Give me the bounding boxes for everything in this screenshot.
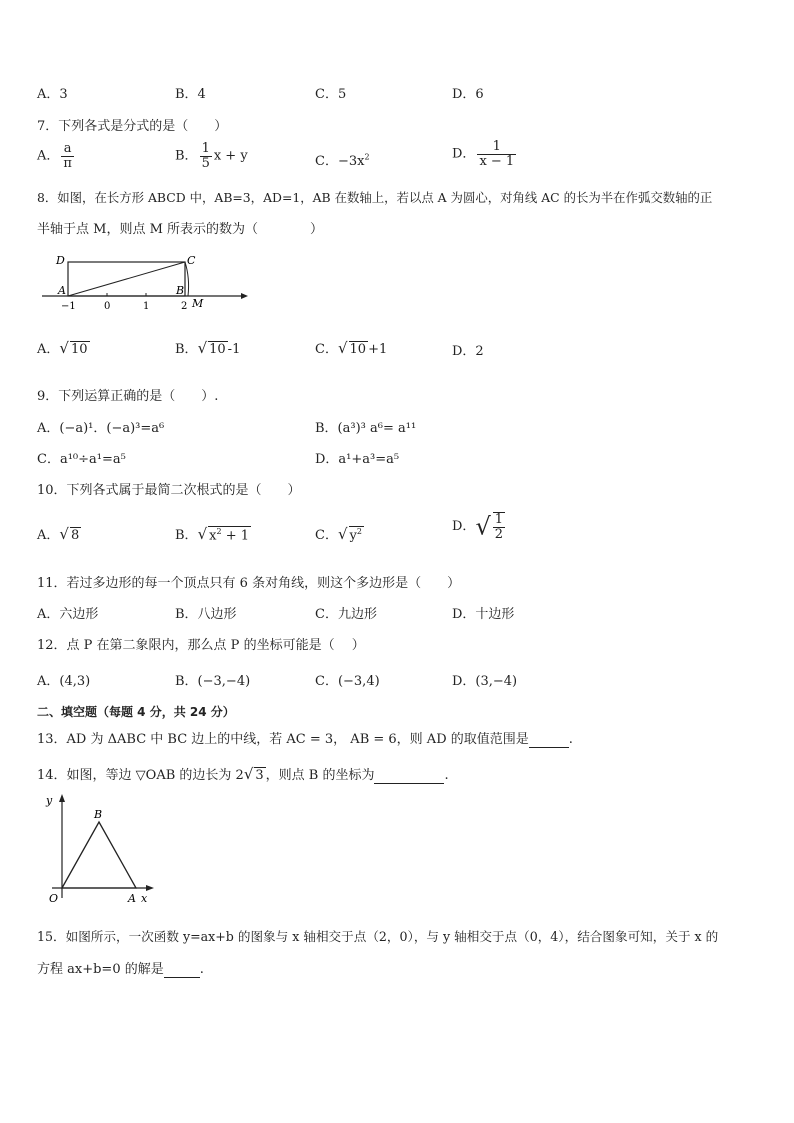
q10-d-fraction	[493, 512, 505, 541]
q7-option-b	[175, 142, 248, 170]
q10-c-base: y	[349, 528, 357, 543]
q14-label-a: A	[128, 892, 136, 905]
q8-axis-arrow	[241, 293, 248, 299]
q10-b-radicand	[208, 526, 251, 543]
q7-b-num: 1	[201, 141, 210, 156]
q10-d-num: 1	[494, 512, 504, 527]
q8-figure	[36, 250, 251, 312]
q14-figure	[40, 790, 160, 910]
q13-text: 13．AD 为 ΔABC 中 BC 边上的中线，若 AC = 3， AB = 6，则 AD 的取值范围是	[37, 732, 529, 747]
q13-answer-blank	[529, 732, 569, 748]
q7-b-den: 5	[201, 155, 210, 171]
q8-b-rest: -1	[227, 342, 241, 357]
q8-b-label: B．	[175, 342, 198, 357]
q14-text-a: 14．如图，等边 ▽OAB 的边长为 2	[37, 768, 244, 783]
q8-c-rest: +1	[368, 342, 388, 357]
q13-end: .	[568, 732, 573, 747]
q7-c-label: C．	[315, 154, 338, 169]
q10-b-label: B．	[175, 528, 198, 543]
q7-a-fraction	[61, 142, 74, 170]
q8-stem-line1: 8．如图，在长方形 ABCD 中，AB=3，AD=1，AB 在数轴上，若以点 A 为圆心，对角线 AC 的长为半在作弧交数轴的正	[37, 190, 713, 205]
q14-text-b: ，则点 B 的坐标为	[265, 768, 375, 783]
q14-label-o: O	[49, 892, 59, 905]
q8-label-d: D	[56, 254, 65, 267]
q12-option-b: B．(−3,−4)	[175, 674, 251, 689]
q10-option-a: A．√ 8	[37, 525, 80, 543]
q6-option-c: C．5	[315, 87, 347, 102]
q10-a-label: A．	[37, 528, 60, 543]
q10-d-label: D．	[452, 519, 476, 535]
q8-option-a: A．√ 10	[37, 339, 88, 357]
q15-answer-blank	[164, 962, 200, 978]
q8-stem-line2: 半轴于点 M，则点 M 所表示的数为（ ）	[37, 222, 324, 237]
q11-option-a: A．六边形	[37, 607, 99, 622]
q7-d-fraction	[477, 140, 516, 168]
q8-tick-label-neg1: −1	[61, 301, 76, 312]
q10-a-radicand: 8	[70, 528, 80, 543]
q10-option-b: B．√ $x^2 + 1$	[175, 525, 249, 543]
q8-option-c: C．√ 10 +1	[315, 339, 388, 357]
q13-stem	[37, 728, 573, 748]
q12-stem: 12．点 P 在第二象限内，那么点 P 的坐标可能是（ ）	[37, 638, 365, 653]
q7-a-den: π	[63, 155, 72, 171]
q10-c-radicand	[349, 526, 364, 543]
q11-stem: 11．若过多边形的每一个顶点只有 6 条对角线，则这个多边形是（ ）	[37, 576, 461, 591]
q9-stem: 9．下列运算正确的是（ ）.	[37, 389, 219, 404]
q7-b-rest: x + y	[213, 148, 248, 164]
q7-b-fraction	[200, 142, 212, 170]
q11-option-b: B．八边形	[175, 607, 237, 622]
q10-d-den: 2	[494, 526, 504, 542]
q7-stem: 7．下列各式是分式的是（ ）	[37, 119, 228, 134]
q15-line1: 15．如图所示，一次函数 y=ax+b 的图象与 x 轴相交于点（2，0），与 y 轴相交于点（0，4），结合图象可知，关于 x 的	[37, 929, 719, 944]
q7-a-label: A．	[37, 148, 60, 164]
q8-tick-label-0: 0	[104, 301, 111, 312]
q14-label-b: B	[94, 808, 103, 821]
q8-c-label: C．	[315, 342, 338, 357]
q7-d-den: x − 1	[479, 153, 515, 169]
q8-label-m: M	[192, 297, 204, 310]
q10-c-label: C．	[315, 528, 338, 543]
q8-a-radicand: 10	[70, 342, 88, 357]
q12-option-d: D．(3,−4)	[452, 674, 518, 689]
q14-radicand: 3	[255, 768, 264, 783]
q8-b-radicand: 10	[209, 342, 226, 357]
q9-option-a: A．(−a)¹．(−a)³=a⁶	[37, 421, 165, 436]
q9-option-b: B．(a³)³ a⁶= a¹¹	[315, 421, 417, 436]
q10-b-base: x	[209, 528, 217, 543]
q8-diagonal	[68, 262, 185, 296]
q10-b-rest: + 1	[221, 528, 249, 543]
q7-d-num: 1	[477, 140, 516, 155]
q7-a-num: a	[61, 142, 74, 157]
q12-option-c: C．(−3,4)	[315, 674, 380, 689]
q14-label-x: x	[141, 892, 148, 905]
q9-option-c: C．a¹⁰÷a¹=a⁵	[37, 452, 126, 467]
q8-c-radicand: 10	[349, 342, 367, 357]
q7-option-c	[315, 150, 370, 169]
q7-option-d	[452, 140, 518, 168]
q14-y-arrow	[59, 794, 65, 802]
q14-stem: 14．如图，等边 ▽OAB 的边长为 2√ 3 ，则点 B 的坐标为 .	[37, 765, 449, 783]
q8-tick-label-1: 1	[143, 301, 150, 312]
q14-triangle	[62, 822, 136, 888]
q8-tick-label-2: 2	[181, 301, 188, 312]
q8-label-b: B	[176, 284, 185, 297]
q11-option-d: D．十边形	[452, 607, 515, 622]
q8-a-label: A．	[37, 342, 60, 357]
q8-label-c: C	[187, 254, 196, 267]
q7-c-exp: 2	[364, 152, 370, 162]
q6-option-a: A．3	[37, 87, 68, 102]
q14-answer-blank	[374, 768, 444, 784]
q14-end: .	[444, 768, 449, 783]
q8-option-b: B．√ 10 -1	[175, 339, 241, 357]
q12-option-a: A．(4,3)	[37, 674, 91, 689]
q15-end: .	[199, 962, 204, 977]
q6-option-b: B．4	[175, 87, 206, 102]
q7-option-a	[37, 142, 76, 170]
q10-b-exp: 2	[216, 526, 222, 536]
q8-option-d: D．2	[452, 344, 484, 359]
q8-label-a: A	[58, 284, 66, 297]
q10-c-exp: 2	[356, 526, 362, 536]
q14-label-y: y	[46, 794, 53, 807]
section-2-heading: 二、填空题（每题 4 分，共 24 分）	[37, 705, 235, 719]
q10-option-c: C．√ $y^2$	[315, 525, 362, 543]
q15-text: 方程 ax+b=0 的解是	[37, 962, 164, 977]
q6-option-d: D．6	[452, 87, 484, 102]
q10-stem: 10．下列各式属于最简二次根式的是（ ）	[37, 483, 301, 498]
q7-d-label: D．	[452, 146, 476, 162]
q7-b-label: B．	[175, 148, 198, 164]
q7-c-expr: −3x	[337, 154, 365, 169]
q14-x-arrow	[146, 885, 154, 891]
q11-option-c: C．九边形	[315, 607, 377, 622]
q9-option-d: D．a¹+a³=a⁵	[315, 452, 400, 467]
q10-option-d: D．√ $\frac{1}{2}$	[452, 512, 504, 542]
q15-line2	[37, 958, 204, 978]
